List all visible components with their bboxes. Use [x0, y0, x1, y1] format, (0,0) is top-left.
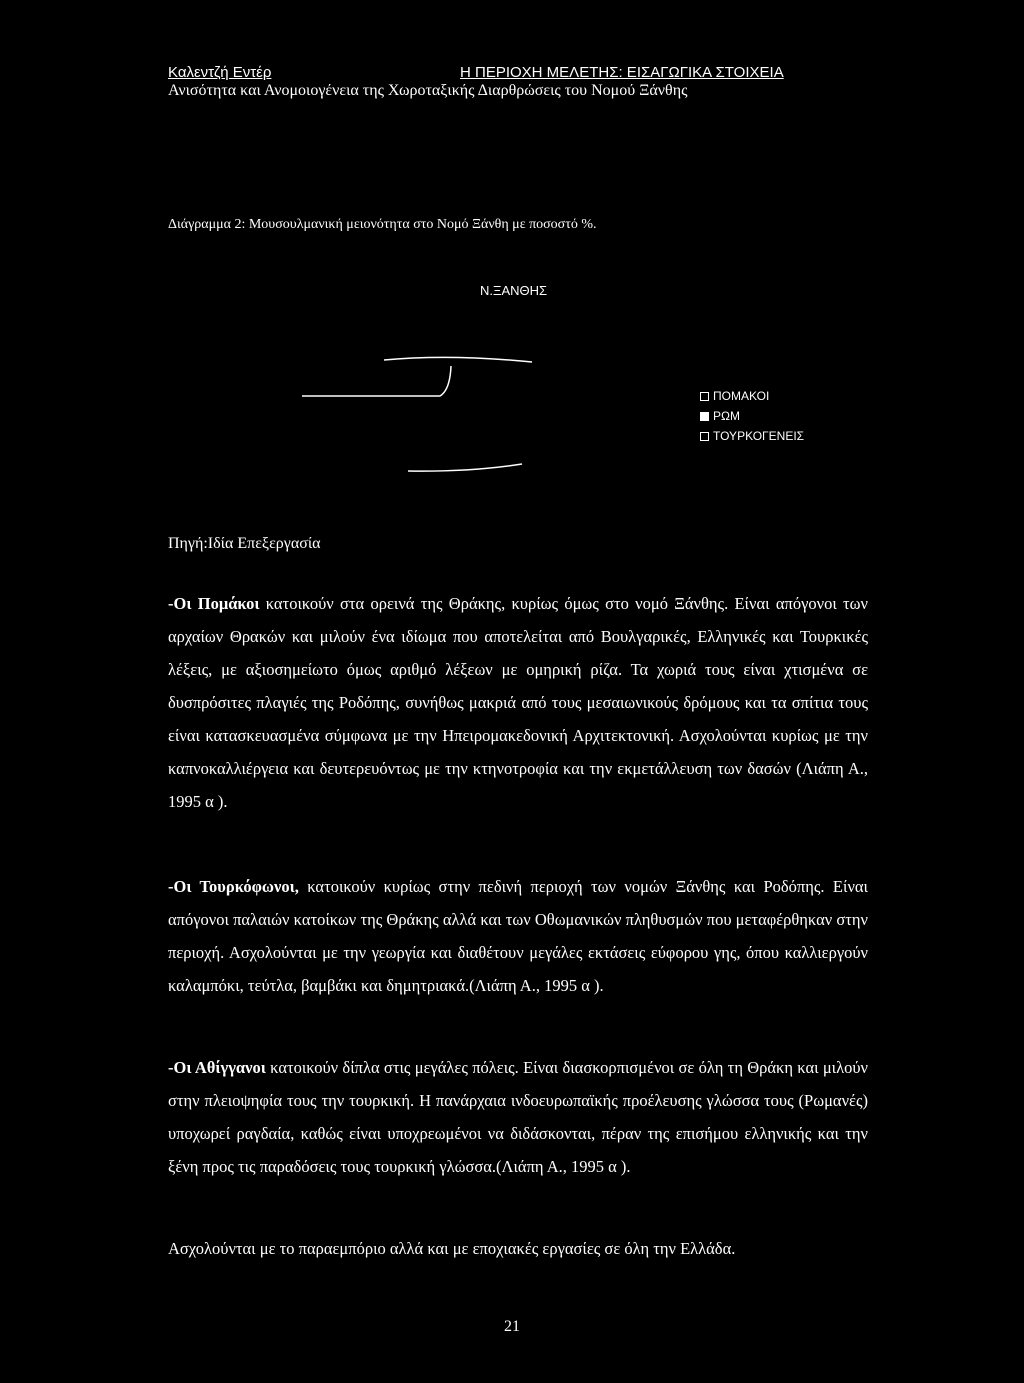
paragraph-lead: -Οι — [168, 877, 200, 896]
page-number: 21 — [504, 1318, 520, 1335]
paragraph-term: Αθίγγανοι — [194, 1058, 266, 1077]
legend-label: ΤΟΥΡΚΟΓΕΝΕΙΣ — [713, 429, 805, 443]
legend-swatch-square-icon — [700, 432, 709, 441]
pie-edge-left — [302, 366, 451, 396]
paragraph-pomakoi — [168, 587, 868, 818]
figure-source: Πηγή:Ιδία Επεξεργασία — [168, 535, 321, 552]
paragraph-lead: -Οι — [168, 594, 198, 613]
paragraph-athigganoi — [168, 1051, 868, 1183]
paragraph-text: κατοικούν κυρίως στην πεδινή περιοχή των νομών Ξάνθης και Ροδόπης. Είναι απόγονοι παλαιών κατοίκων της Θράκης αλλά και των Οθωμανικών πληθυσμών που μεταφέρθηκαν στην περιοχή. Ασχολούνται με την γεωργία και διαθέτουν μεγάλες εκτάσεις εύφορου γης, όπου καλλιεργούν καλαμπόκι, τεύτλα, βαμβάκι και δημητριακά.(Λιάπη Α., 1995 α ). — [168, 877, 868, 995]
legend-swatch-square-icon — [700, 392, 709, 401]
header-chapter: Η ΠΕΡΙΟΧΗ ΜΕΛΕΤΗΣ: ΕΙΣΑΓΩΓΙΚΑ ΣΤΟΙΧΕΙΑ — [460, 64, 784, 81]
paragraph-lead: -Οι — [168, 1058, 195, 1077]
legend-label: ΠΟΜΑΚΟΙ — [713, 389, 770, 403]
pie-edge-top — [384, 357, 532, 362]
paragraph-tourkofonoi — [168, 870, 868, 1002]
legend-item-rom — [700, 406, 804, 426]
paragraph-text: κατοικούν δίπλα στις μεγάλες πόλεις. Είναι διασκορπισμένοι σε όλη τη Θράκη και μιλούν στην πλειοψηφία τους την τουρκική. Η πανάρχαια ινδοευρωπαϊκής προέλευσης γλώσσα τους (Ρωμανές) υποχωρεί ραγδαία, καθώς είναι υποχρεωμένοι να διδάσκονται, πέραν της επισήμου ελληνικής και την ξένη προς τις παραδόσεις τους τουρκική γλώσσα.(Λιάπη Α., 1995 α ). — [168, 1058, 868, 1176]
pie-edge-bottom — [408, 464, 522, 471]
paragraph-occupations — [168, 1232, 868, 1265]
legend-label: ΡΩΜ — [713, 409, 740, 423]
paragraph-term: Τουρκόφωνοι, — [199, 877, 299, 896]
paragraph-text: Ασχολούνται με το παραεμπόριο αλλά και με εποχιακές εργασίες σε όλη την Ελλάδα. — [168, 1239, 736, 1258]
paragraph-term: Πομάκοι — [197, 594, 260, 613]
figure-caption: Διάγραμμα 2: Μουσουλμανική μειονότητα στο Νομό Ξάνθη με ποσοστό %. — [168, 217, 597, 232]
header-author: Καλεντζή Εντέρ — [168, 64, 272, 81]
paragraph-text: κατοικούν στα ορεινά της Θράκης, κυρίως όμως στο νομό Ξάνθης. Είναι απόγονοι των αρχαίων Θρακών και μιλούν ένα ιδίωμα που αποτελείται από Βουλγαρικές, Ελληνικές και Τουρκικές λέξεις, με αξιοσημείωτο όμως αριθμό λέξεων με ομηρική ρίζα. Τα χωριά τους είναι χτισμένα σε δυσπρόσιτες πλαγιές της Ροδόπης, συνήθως μακριά από τους μεσαιωνικούς δρόμους και τα σπίτια τους είναι κατασκευασμένα σύμφωνα με την Ηπειρομακεδονική Αρχιτεκτονική. Ασχολούνται κυρίως με την καπνοκαλλιέργεια και δευτερευόντως με την κτηνοτροφία και την εκμετάλλευση των δασών (Λιάπη Α., 1995 α ). — [168, 594, 868, 811]
header-subtitle: Ανισότητα και Ανομοιογένεια της Χωροταξικής Διαρθρώσεις του Νομού Ξάνθης — [168, 82, 688, 99]
chart-title: Ν.ΞΑΝΘΗΣ — [480, 283, 548, 298]
chart-legend — [700, 386, 804, 446]
legend-item-pomakoi — [700, 386, 804, 406]
legend-item-tourkogeneis — [700, 426, 804, 446]
legend-swatch-filled-square-icon — [700, 412, 709, 421]
